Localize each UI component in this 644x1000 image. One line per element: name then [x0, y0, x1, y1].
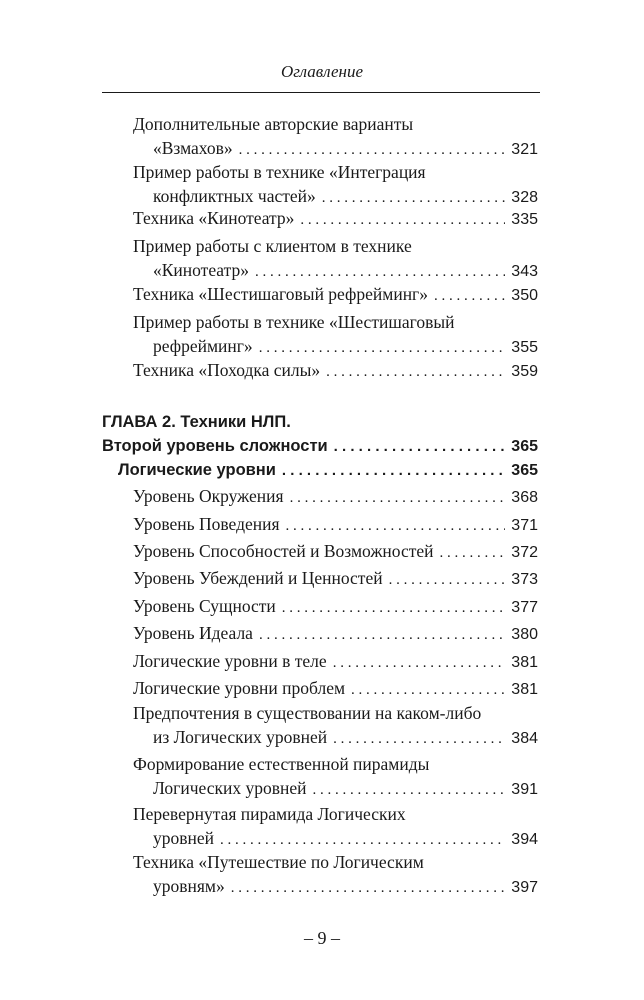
toc-entry[interactable] — [133, 676, 538, 700]
dot-leader — [231, 876, 506, 900]
entry-title-line: Уровень Сущности — [133, 596, 276, 616]
toc-entry[interactable] — [133, 160, 538, 208]
entry-title-line: «Взмахов» — [153, 138, 233, 158]
entry-title-line: Техника «Кинотеатр» — [133, 208, 295, 228]
entry-title-line: уровней — [153, 828, 215, 848]
entry-page-number: 350 — [511, 287, 538, 304]
dot-leader — [434, 284, 505, 308]
dot-leader — [334, 435, 506, 459]
entry-title-line: Пример работы с клиентом в технике — [133, 236, 412, 256]
entry-page-number: 372 — [511, 544, 538, 561]
entry-title-line: Формирование естественной пирамиды — [133, 754, 430, 774]
entry-title-line: Техника «Походка силы» — [133, 360, 321, 380]
entry-page-number: 368 — [511, 489, 538, 506]
running-header: Оглавление — [280, 62, 364, 81]
dot-leader — [220, 828, 505, 852]
dot-leader — [389, 568, 506, 592]
dot-leader — [282, 459, 505, 483]
entry-page-number: 371 — [511, 517, 538, 534]
entry-title-line: конфликтных частей» — [153, 186, 316, 206]
toc-entry[interactable] — [133, 649, 538, 673]
dot-leader — [300, 208, 505, 232]
dot-leader — [259, 623, 505, 647]
toc-entry[interactable] — [133, 594, 538, 618]
entry-page-number: 359 — [511, 363, 538, 380]
entry-page-number: 394 — [511, 831, 538, 848]
entry-title-line: Перевернутая пирамида Логических — [133, 804, 406, 824]
entry-title-line: Уровень Убеждений и Ценностей — [133, 568, 383, 588]
entry-page-number: 321 — [511, 141, 538, 158]
entry-page-number: 397 — [511, 879, 538, 896]
entry-title-line: Логические уровни в теле — [133, 651, 327, 671]
page-number: – 9 – — [304, 928, 340, 948]
toc-entry[interactable] — [133, 701, 538, 749]
entry-title-line: Техника «Путешествие по Логическим — [133, 852, 424, 872]
entry-page-number: 373 — [511, 571, 538, 588]
entry-title-line: Уровень Поведения — [133, 514, 280, 534]
dot-leader — [440, 541, 506, 565]
toc-entry[interactable] — [133, 206, 538, 230]
entry-page-number: 365 — [511, 462, 538, 479]
toc-entry[interactable] — [133, 484, 538, 508]
toc-entry[interactable] — [133, 752, 538, 800]
entry-title-line: Логических уровней — [153, 778, 307, 798]
entry-title-line: Уровень Идеала — [133, 623, 253, 643]
dot-leader — [326, 360, 505, 384]
entry-title-line: Пример работы в технике «Интеграция — [133, 162, 426, 182]
dot-leader — [313, 778, 506, 802]
toc-entry[interactable] — [133, 310, 538, 358]
toc-entry[interactable] — [133, 539, 538, 563]
toc-entry[interactable] — [133, 282, 538, 306]
dot-leader — [351, 678, 505, 702]
entry-title-line: Логические уровни — [118, 461, 276, 479]
dot-leader — [333, 727, 505, 751]
entry-page-number: 355 — [511, 339, 538, 356]
dot-leader — [239, 138, 506, 162]
entry-title-line: «Кинотеатр» — [153, 260, 249, 280]
entry-page-number: 365 — [511, 438, 538, 455]
entry-page-number: 380 — [511, 626, 538, 643]
dot-leader — [282, 596, 506, 620]
toc-entry[interactable] — [133, 234, 538, 282]
entry-page-number: 384 — [511, 730, 538, 747]
toc-entry[interactable] — [133, 850, 538, 898]
toc-entry[interactable] — [133, 112, 538, 160]
entry-title-line: Уровень Способностей и Возможностей — [133, 541, 434, 561]
dot-leader — [255, 260, 505, 284]
entry-title-line: уровням» — [153, 876, 225, 896]
entry-title-line: Пример работы в технике «Шестишаговый — [133, 312, 455, 332]
entry-title-line: рефрейминг» — [153, 336, 253, 356]
entry-title-line: Техника «Шестишаговый рефрейминг» — [133, 284, 428, 304]
entry-title-line: Дополнительные авторские варианты — [133, 114, 414, 134]
toc-entry[interactable] — [133, 358, 538, 382]
entry-page-number: 391 — [511, 781, 538, 798]
entry-title-line: из Логических уровней — [153, 727, 328, 747]
entry-title-line: Уровень Окружения — [133, 486, 284, 506]
toc-chapter[interactable] — [102, 410, 538, 458]
toc-entry[interactable] — [133, 621, 538, 645]
dot-leader — [259, 336, 506, 360]
entry-page-number: 328 — [511, 189, 538, 206]
entry-page-number: 343 — [511, 263, 538, 280]
entry-title-line: Второй уровень сложности — [102, 437, 328, 455]
toc-entry[interactable] — [133, 566, 538, 590]
toc-section[interactable] — [118, 458, 538, 482]
entry-page-number: 377 — [511, 599, 538, 616]
dot-leader — [290, 486, 506, 510]
entry-title-line: Логические уровни проблем — [133, 678, 346, 698]
dot-leader — [333, 651, 506, 675]
entry-page-number: 335 — [511, 211, 538, 228]
toc-entry[interactable] — [133, 802, 538, 850]
toc-entry[interactable] — [133, 512, 538, 536]
entry-page-number: 381 — [511, 654, 538, 671]
entry-title-line: ГЛАВА 2. Техники НЛП. — [102, 413, 291, 431]
entry-title-line: Предпочтения в существовании на каком-либо — [133, 703, 482, 723]
dot-leader — [286, 514, 506, 538]
entry-page-number: 381 — [511, 681, 538, 698]
